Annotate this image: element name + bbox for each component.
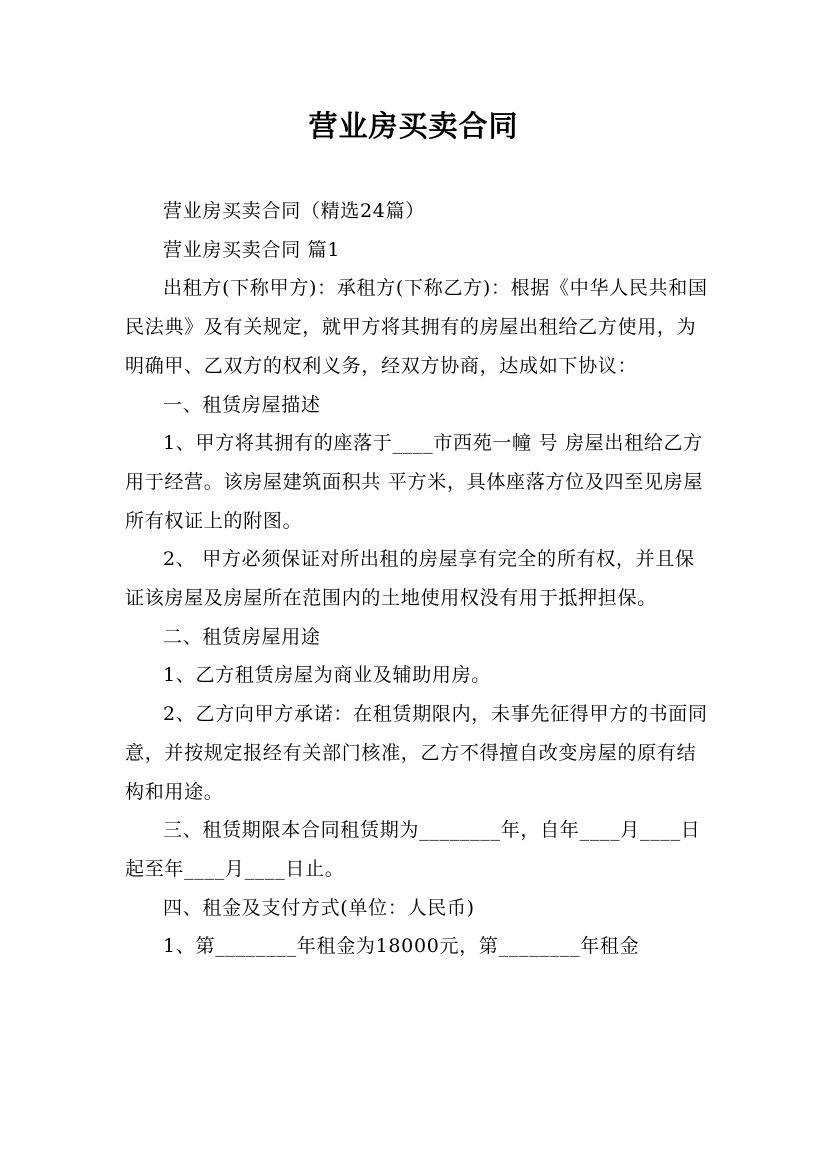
clause-2-1: 1、乙方租赁房屋为商业及辅助用房。 <box>163 664 491 687</box>
clause-1-1: 1、甲方将其拥有的座落于____市西苑一幢 号 房屋出租给乙方用于经营。该房屋建筑面积共 平方米，具体座落方位及四至见房屋所有权证上的附图。 <box>125 432 704 532</box>
section-heading-1: 一、租赁房屋描述 <box>163 393 321 416</box>
clause-2-2: 2、乙方向甲方承诺：在租赁期限内，未事先征得甲方的书面同意，并按规定报经有关部门核准，乙方不得擅自改变房屋的原有结构和用途。 <box>125 703 708 803</box>
section-heading-2: 二、租赁房屋用途 <box>163 625 321 648</box>
paragraph-heading: 营业房买卖合同（精选24篇） <box>163 200 425 222</box>
paragraph-section-label: 营业房买卖合同 篇1 <box>163 238 341 261</box>
document-body <box>125 192 711 966</box>
document-title: 营业房买卖合同 <box>308 109 519 143</box>
clause-1-2: 2、 甲方必须保证对所出租的房屋享有完全的所有权，并且保证该房屋及房屋所在范围内的土地使用权没有用于抵押担保。 <box>125 548 695 610</box>
paragraph-preamble: 出租方(下称甲方)：承租方(下称乙方)：根据《中华人民共和国民法典》及有关规定，就甲方将其拥有的房屋出租给乙方使用，为明确甲、乙双方的权利义务，经双方协商，达成如下协议： <box>125 277 708 377</box>
clause-4-1: 1、第________年租金为18000元，第________年租金 <box>163 935 640 958</box>
section-heading-3: 三、租赁期限本合同租赁期为________年，自年____月____日起至年____月____日止。 <box>125 819 701 880</box>
section-heading-4: 四、租金及支付方式(单位：人民币) <box>163 896 475 919</box>
